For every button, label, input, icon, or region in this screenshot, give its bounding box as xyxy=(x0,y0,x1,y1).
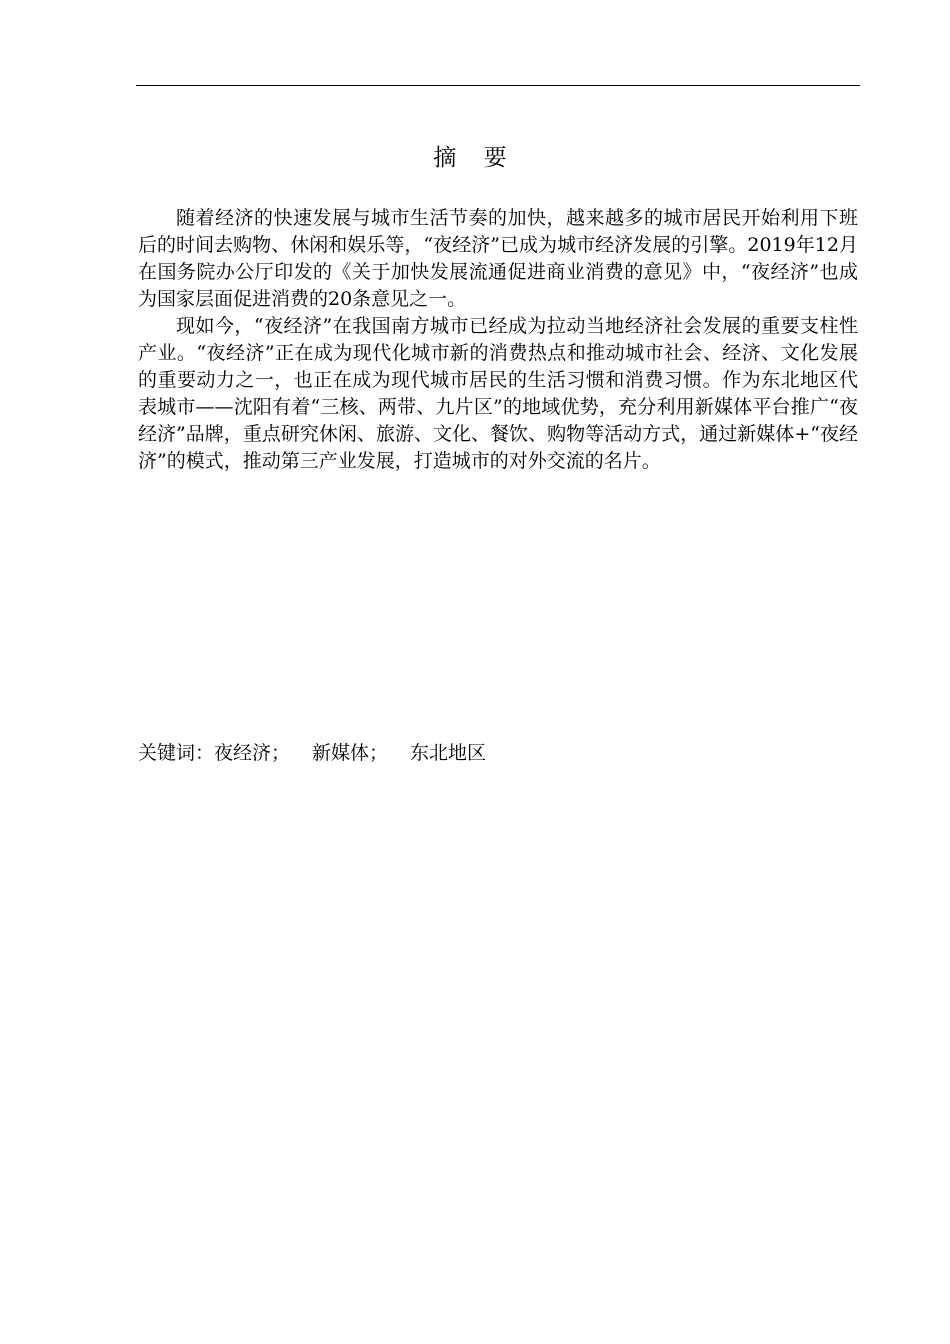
keyword: 夜经济； xyxy=(214,742,291,764)
page-title: 摘 要 xyxy=(433,145,517,171)
keywords-line xyxy=(138,740,858,767)
abstract-paragraph: 现如今，“夜经济”在我国南方城市已经成为拉动当地经济社会发展的重要支柱性产业。“夜经济”正在成为现代化城市新的消费热点和推动城市社会、经济、文化发展的重要动力之一，也正在成为现代城市居民的生活习惯和消费习惯。作为东北地区代表城市——沈阳有着“三核、两带、九片区”的地域优势，充分利用新媒体平台推广“夜经济”品牌，重点研究休闲、旅游、文化、餐饮、购物等活动方式，通过新媒体+“夜经济”的模式，推动第三产业发展，打造城市的对外交流的名片。 xyxy=(138,315,858,472)
abstract-body xyxy=(138,205,858,475)
keyword: 东北地区 xyxy=(410,742,487,764)
keyword: 新媒体； xyxy=(312,742,389,764)
keywords-label: 关键词： xyxy=(138,742,215,764)
header-rule xyxy=(136,85,860,86)
abstract-paragraph: 随着经济的快速发展与城市生活节奏的加快，越来越多的城市居民开始利用下班后的时间去购物、休闲和娱乐等，“夜经济”已成为城市经济发展的引擎。2019年12月在国务院办公厅印发的《关于加快发展流通促进商业消费的意见》中，“夜经济”也成为国家层面促进消费的20条意见之一。 xyxy=(138,207,858,310)
